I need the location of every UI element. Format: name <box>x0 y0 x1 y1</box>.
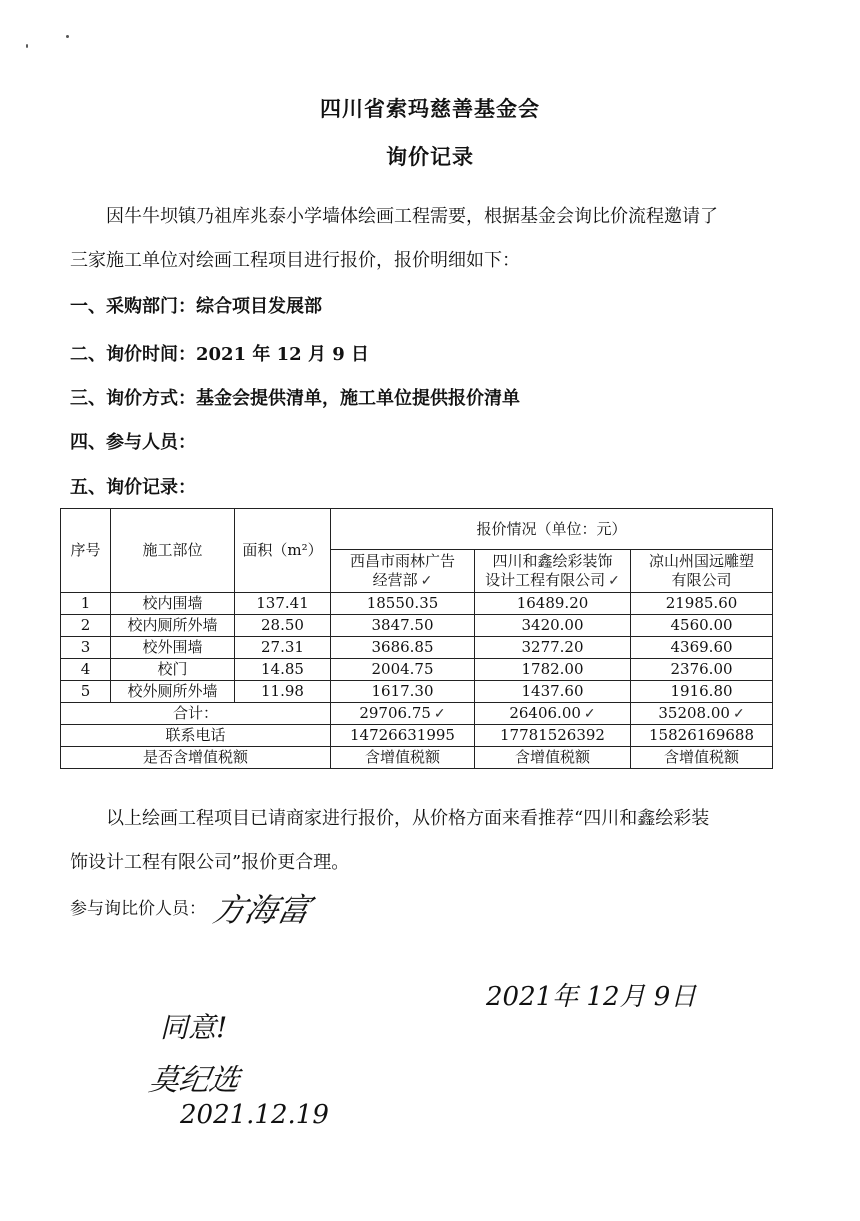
tax-vendor-3: 含增值税额 <box>631 747 773 769</box>
total-vendor-2 <box>475 703 631 725</box>
cell-area: 27.31 <box>235 637 331 659</box>
total-value: 29706.75 <box>359 703 431 722</box>
approval-text: 同意! <box>160 1011 228 1044</box>
header-no: 序号 <box>61 509 111 593</box>
cell-vendor-2: 1437.60 <box>475 681 631 703</box>
phone-vendor-3: 15826169688 <box>631 725 773 747</box>
cell-vendor-1: 1617.30 <box>331 681 475 703</box>
cell-vendor-3: 4560.00 <box>631 615 773 637</box>
item-value: 2021 年 12 月 9 日 <box>196 344 370 365</box>
document-title: 四川省索玛慈善基金会 <box>320 96 540 121</box>
cell-vendor-3: 2376.00 <box>631 659 773 681</box>
item-value: 综合项目发展部 <box>196 296 322 317</box>
phone-label: 联系电话 <box>61 725 331 747</box>
total-value: 26406.00 <box>509 703 581 722</box>
total-vendor-3 <box>631 703 773 725</box>
item-label: 四、参与人员： <box>70 432 196 453</box>
phone-vendor-1: 14726631995 <box>331 725 475 747</box>
check-mark: ✓ <box>420 572 433 589</box>
cell-no: 2 <box>61 615 111 637</box>
cell-vendor-3: 1916.80 <box>631 681 773 703</box>
vendor-name-line1: 凉山州国远雕塑 <box>649 552 755 570</box>
item-label: 五、询价记录： <box>70 477 196 498</box>
participant-signature: 方海富 <box>209 891 314 929</box>
quote-table <box>60 508 773 769</box>
item-method <box>70 384 520 410</box>
item-label: 一、采购部门： <box>70 296 196 317</box>
vendor-name-line1: 西昌市雨林广告 <box>349 551 455 570</box>
cell-vendor-2: 3420.00 <box>475 615 631 637</box>
document-subtitle: 询价记录 <box>386 144 474 169</box>
check-mark: ✓ <box>583 705 596 722</box>
cell-vendor-2: 16489.20 <box>475 593 631 615</box>
check-mark: ✓ <box>433 705 446 722</box>
conclusion-line-1: 以上绘画工程项目已请商家进行报价，从价格方面来看推荐“四川和鑫绘彩装 <box>106 808 710 829</box>
scan-speck <box>26 44 28 48</box>
cell-vendor-1: 3686.85 <box>331 637 475 659</box>
check-mark: ✓ <box>608 572 620 589</box>
vendor-3-header <box>631 550 773 593</box>
tax-row <box>61 747 773 769</box>
cell-area: 14.85 <box>235 659 331 681</box>
cell-area: 28.50 <box>235 615 331 637</box>
table-header-row <box>61 509 773 550</box>
intro-line-2: 三家施工单位对绘画工程项目进行报价，报价明细如下： <box>70 250 520 271</box>
tax-vendor-1: 含增值税额 <box>331 747 475 769</box>
approver-signature: 莫纪选 <box>146 1063 243 1098</box>
cell-no: 1 <box>61 593 111 615</box>
total-row <box>61 703 773 725</box>
participants-label: 参与询比价人员： <box>70 899 206 919</box>
tax-label: 是否含增值税额 <box>61 747 331 769</box>
phone-vendor-2: 17781526392 <box>475 725 631 747</box>
item-date <box>70 340 369 366</box>
cell-part: 校外厕所外墙 <box>111 681 235 703</box>
cell-part: 校门 <box>111 659 235 681</box>
table-row <box>61 637 773 659</box>
cell-part: 校外围墙 <box>111 637 235 659</box>
header-part: 施工部位 <box>111 509 235 593</box>
item-record <box>70 473 196 499</box>
vendor-1-header <box>331 550 475 593</box>
item-department <box>70 292 322 318</box>
item-participants <box>70 428 196 454</box>
conclusion-line-2: 饰设计工程有限公司”报价更合理。 <box>70 852 350 873</box>
cell-vendor-1: 18550.35 <box>331 593 475 615</box>
cell-vendor-3: 4369.60 <box>631 637 773 659</box>
vendor-name-line2: 有限公司 <box>671 571 732 589</box>
total-vendor-1 <box>331 703 475 725</box>
item-label: 二、询价时间： <box>70 344 196 365</box>
item-label: 三、询价方式： <box>70 388 196 409</box>
cell-vendor-1: 2004.75 <box>331 659 475 681</box>
vendor-name-line2 <box>331 571 474 591</box>
table-row <box>61 681 773 703</box>
cell-part: 校内围墙 <box>111 593 235 615</box>
scan-speck <box>66 35 69 38</box>
cell-no: 4 <box>61 659 111 681</box>
cell-vendor-1: 3847.50 <box>331 615 475 637</box>
intro-line-1: 因牛牛坝镇乃祖库兆泰小学墙体绘画工程需要，根据基金会询比价流程邀请了 <box>106 206 718 227</box>
vendor-name-line2-text: 设计工程有限公司 <box>485 570 606 589</box>
cell-no: 5 <box>61 681 111 703</box>
vendor-name-line1: 四川和鑫绘彩装饰 <box>492 551 613 570</box>
total-value: 35208.00 <box>658 703 730 722</box>
vendor-name-line2 <box>475 571 630 591</box>
table-row <box>61 593 773 615</box>
tax-vendor-2: 含增值税额 <box>475 747 631 769</box>
phone-row <box>61 725 773 747</box>
table-row <box>61 659 773 681</box>
approval-date: 2021.12.19 <box>180 1100 329 1130</box>
handwritten-date: 2021年 12月 9日 <box>486 982 697 1012</box>
total-label: 合计： <box>61 703 331 725</box>
cell-no: 3 <box>61 637 111 659</box>
vendor-name-line2-text: 经营部 <box>372 570 418 589</box>
header-area: 面积（m²） <box>235 509 331 593</box>
cell-area: 137.41 <box>235 593 331 615</box>
check-mark: ✓ <box>732 705 745 722</box>
vendor-2-header <box>475 550 631 593</box>
cell-part: 校内厕所外墙 <box>111 615 235 637</box>
cell-vendor-3: 21985.60 <box>631 593 773 615</box>
cell-vendor-2: 1782.00 <box>475 659 631 681</box>
cell-vendor-2: 3277.20 <box>475 637 631 659</box>
table-row <box>61 615 773 637</box>
cell-area: 11.98 <box>235 681 331 703</box>
item-value: 基金会提供清单，施工单位提供报价清单 <box>196 388 520 409</box>
header-quote: 报价情况（单位：元） <box>331 509 773 550</box>
